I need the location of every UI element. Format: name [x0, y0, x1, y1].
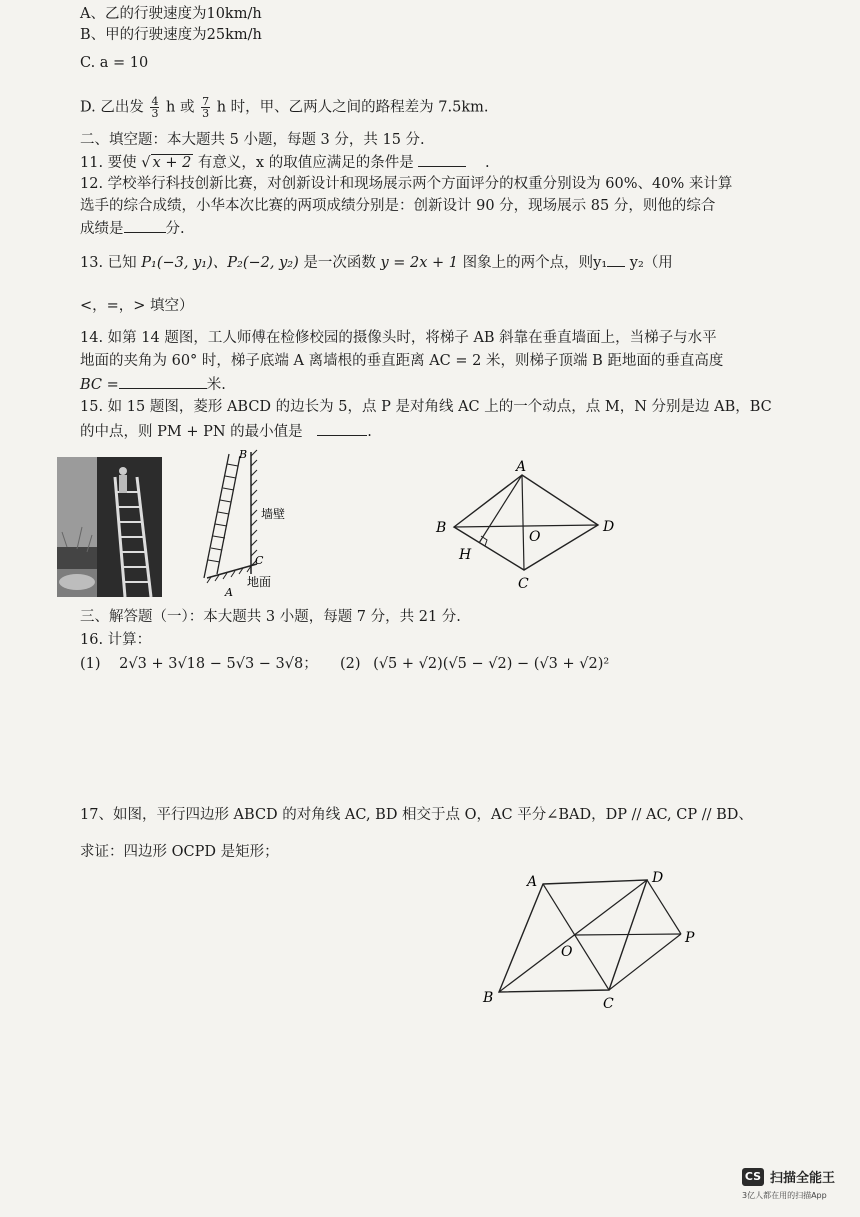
q17-line-2: 求证：四边形 OCPD 是矩形；: [80, 844, 279, 860]
fraction-denominator: 3: [202, 107, 210, 120]
q14-line-1: 14. 如第 14 题图，工人师傅在检修校园的摄像头时，将梯子 AB 斜靠在垂直墙面上，当梯子与水平: [80, 330, 717, 346]
label-a: A: [516, 459, 527, 475]
q14-bc-label: BC =: [80, 377, 119, 393]
q16-part-1: [80, 654, 318, 674]
figure-15-rhombus: [430, 455, 630, 597]
option-b: B、甲的行驶速度为25km/h: [80, 27, 262, 43]
label-ground: 地面: [247, 575, 272, 589]
option-d-suffix: h 时，甲、乙两人之间的路程差为 7.5km.: [216, 99, 489, 116]
option-d: [80, 96, 488, 119]
label-b: B: [483, 990, 494, 1006]
q13-line-2: <，=，> 填空）: [80, 298, 194, 314]
q14-line-3: [80, 374, 226, 395]
label-a: A: [225, 586, 233, 598]
label-d: D: [603, 519, 615, 535]
q11-end: .: [484, 155, 490, 171]
watermark-name: 扫描全能王: [770, 1171, 836, 1186]
q16-part-2: [340, 654, 609, 674]
label-o: O: [529, 529, 541, 545]
answer-blank: [124, 218, 166, 233]
q11-text: 有意义，x 的取值应满足的条件是: [197, 155, 414, 171]
q12-line-2: 选手的综合成绩，小华本次比赛的两项成绩分别是：创新设计 90 分，现场展示 85 分，则他的综合: [80, 198, 716, 214]
label-d: D: [652, 870, 664, 886]
label-p: P: [685, 930, 695, 946]
watermark-subtitle: 3亿人都在用的扫描App: [742, 1191, 827, 1200]
q17-line-1: 17、如图，平行四边形 ABCD 的对角线 AC, BD 相交于点 O，AC 平分∠BAD，DP // AC, CP // BD、: [80, 807, 753, 823]
q11-radicand: x + 2: [152, 155, 192, 171]
q14-line-2: 地面的夹角为 60° 时，梯子底端 A 离墙根的垂直距离 AC = 2 米，则梯子顶端 B 距地面的垂直高度: [80, 353, 724, 369]
label-b: B: [239, 448, 248, 461]
q15-line-1: 15. 如 15 题图，菱形 ABCD 的边长为 5，点 P 是对角线 AC 上的一个动点，点 M，N 分别是边 AB，BC: [80, 399, 772, 415]
q16-title: 16. 计算：: [80, 632, 152, 648]
q12-line-3: [80, 218, 185, 239]
answer-blank: [607, 252, 625, 267]
figure-17-parallelogram: [475, 862, 705, 1012]
option-c: C. a = 10: [80, 55, 149, 71]
label-c: C: [518, 576, 529, 592]
answer-blank: [418, 152, 466, 167]
q15-line-2: [80, 421, 372, 442]
q15-line-2-prefix: 的中点，则 PM + PN 的最小值是: [80, 424, 303, 440]
q13-suffix: 图象上的两个点，则y₁: [462, 255, 608, 271]
label-wall: 墙壁: [261, 507, 285, 521]
fraction-numerator: 7: [202, 95, 210, 108]
figure-14-ladder: [195, 446, 285, 598]
section-3-heading: 三、解答题（一）：本大题共 3 小题，每题 7 分，共 21 分.: [80, 609, 461, 625]
sqrt-symbol: √: [141, 155, 151, 171]
q13-line-1: [80, 252, 673, 273]
answer-blank: [119, 374, 207, 389]
scanner-watermark: [742, 1167, 835, 1186]
fraction-4-3: [150, 96, 159, 119]
q12-line-3-prefix: 成绩是: [80, 221, 124, 237]
q15-end: .: [367, 424, 372, 440]
option-d-prefix: D. 乙出发: [80, 99, 144, 116]
q16-part-1-label: (1): [80, 656, 101, 672]
answer-blank: [317, 421, 367, 436]
q14-unit: 米.: [206, 377, 226, 393]
option-d-middle: h 或: [166, 99, 195, 116]
q16-part-2-expression: (√5 + √2)(√5 − √2) − (√3 + √2)²: [373, 656, 610, 672]
question-11: [80, 152, 490, 173]
cs-logo-icon: CS: [742, 1168, 764, 1186]
label-h: H: [459, 547, 472, 563]
q13-function: y = 2x + 1: [380, 255, 459, 271]
ladder-photo-image: [57, 457, 162, 597]
label-b: B: [436, 520, 447, 536]
q13-middle: 是一次函数: [303, 255, 376, 271]
section-2-heading: 二、填空题：本大题共 5 小题，每题 3 分，共 15 分.: [80, 132, 425, 148]
label-o: O: [561, 944, 573, 960]
fraction-denominator: 3: [151, 107, 159, 120]
fraction-7-3: [201, 96, 210, 119]
q12-line-1: 12. 学校举行科技创新比赛，对创新设计和现场展示两个方面评分的权重分别设为 60%、40% 来计算: [80, 176, 733, 192]
label-c: C: [603, 996, 614, 1012]
q12-line-3-suffix: 分.: [165, 221, 185, 237]
ladder-photo: [57, 457, 162, 597]
label-c: C: [255, 554, 264, 567]
fraction-numerator: 4: [151, 95, 159, 108]
q13-prefix: 13. 已知: [80, 255, 137, 271]
option-a: A、乙的行驶速度为10km/h: [80, 6, 262, 22]
q16-part-2-label: (2): [340, 656, 361, 672]
q13-points: P₁(−3, y₁)、P₂(−2, y₂): [141, 255, 299, 271]
q13-y2: y₂（用: [629, 255, 673, 271]
label-a: A: [527, 874, 538, 890]
q11-prefix: 11. 要使: [80, 155, 137, 171]
q16-part-1-expression: 2√3 + 3√18 − 5√3 − 3√8；: [119, 656, 318, 672]
